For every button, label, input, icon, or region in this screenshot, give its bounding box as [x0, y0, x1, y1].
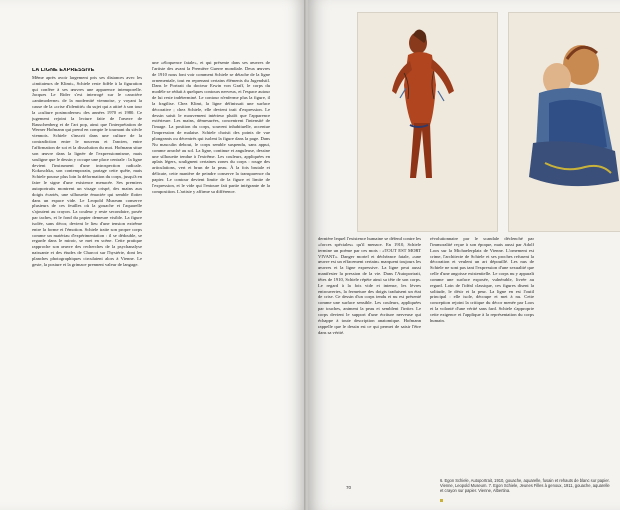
page-number: 70 [346, 485, 352, 490]
kneeling-girls-image [509, 13, 620, 231]
right-page [308, 0, 620, 510]
body-text: dernière lequel l'existence humaine se défend contre les «forces spéciales» qu'il menace. En 1910, Schiele termine un poème par ces mots : «TOUT EST MORT VIVANT». Danger mortel et déchéance fatale, «une œuvre est un effacement certain» marquent toujours les œuvres et la ligne expressive. La ligne peut aussi manifester la pression de la vie. Dans l'Autoportrait, têtes de 1910, Schiele répète ainsi sa tête de son corps. Le regard à la fois vide et intense, les lèvres entrouvertes, la fermeture des doigts traduisent un état de crise. Ce dessin d'un corps tendu et nu est présenté comme une surface sensible. Les couleurs, appliquées par touches, animent la peau et semblent l'irriter. Le corps devient le support d'une écriture nerveuse qui échappe à toute description anatomique. Hofmann rappelle que le dessin est ce qui permet de saisir l'être dans sa vérité. [318, 236, 421, 335]
self-portrait-figure-image [358, 13, 497, 231]
painting-self-portrait [357, 12, 498, 232]
painting-kneeling-girls [508, 12, 620, 232]
figure-caption: 6. Egon Schiele, Autoportrait, 1910, gouache, aquarelle, fusain et rehauts de blanc sur papier. Vienne, Leopold Museum. 7. Egon Schiele, Jeunes Filles à genoux, 1911, gouache, aquarelle et crayon sur papier. Vienne, Albertina. [440, 478, 610, 493]
left-page [0, 0, 306, 510]
section-heading: LA LIGNE EXPRESSIVE [32, 68, 95, 73]
body-text: une «éloquence fatale», et qui présente dans ses œuvres de l'artiste des avant la Première Guerre mondiale. Deux œuvres de 1910 nous font voir comment Schiele se détache de la ligne ornementale, tout en reprenant certains éléments du Jugendstil. Dans le Portrait du docteur Erwin von Graff, le corps du modèle se réduit à quelques contours nerveux, et l'espace autour de lui reste indéterminé. Le contour n'enferme plus la figure, il la fragilise. Chez Klimt, la ligne définissait une surface décorative ; chez Schiele, elle devient trait d'expression. Le dessin saisit le mouvement intérieur plutôt que l'apparence extérieure. Les mains, démesurées, concentrent l'intensité de l'image. La position du corps, souvent inhabituelle, accentue l'impression de malaise. Schiele choisit des points de vue plongeants ou décentrés qui isolent la figure dans la page. Dans Nu masculin debout, le corps semble suspendu, sans appui, comme arraché au sol. La ligne, continue et anguleuse, dessine une silhouette tendue à l'extrême. Les couleurs, appliquées en aplats légers, soulignent certaines zones du corps : rouge des articulations, vert et brun de la peau. À la fois brutale et délicate, cette manière de peindre conserve la transparence du papier. Le contour devient limite de la figure et limite de l'expression, et le vide qui l'entoure fait partie intégrante de la composition. L'artiste y affirme sa différence. [152, 60, 270, 194]
body-text: Même après avoir largement pris ses distances avec les «imitateurs de Klimt», Schiele reste fidèle à la figuration qui confère à ses œuvres une apparence intemporelle. Jacques Le Rider s'est interrogé sur le caractère «antimoderne» de la modernité viennoise, y voyant la cause de la «crise d'identité» du sujet qui a attiré à son tour la «culture postmoderne» des années 1970 et 1980. Ce jugement rejoint la lecture faite de l'œuvre de Rauschenberg et de l'art pop, ainsi que l'interprétation de Werner Hofmann qui prend en compte le tournant du siècle viennois. Schiele s'inscrit dans une culture de la contradiction entre le nouveau et l'ancien, entre l'affirmation de soi et la dissolution du moi. Hofmann situe son œuvre dans la lignée de l'expressionnisme, mais souligne que le dessin y occupe une place centrale : la ligne devient l'instrument d'une introspection radicale. Kokoschka, son contemporain, partage cette quête, mais Schiele pousse plus loin la déformation du corps, jusqu'à en faire le signe d'une existence menacée. Ses premiers autoportraits montrent un visage crispé, des mains aux doigts écartés, une silhouette émaciée qui semble flotter dans un espace vide. Le Leopold Museum conserve plusieurs de ces feuilles où la gouache et l'aquarelle s'ajoutent au crayon. La couleur y reste secondaire, posée par taches, et le fond du papier demeure visible. La figure isolée, sans décor, devient le lieu d'une tension extrême entre la forme et l'émotion. Schiele traite son propre corps comme un matériau d'expérimentation : il se dédouble, se regarde dans le miroir, se met en scène. Cette pratique rapproche son œuvre des recherches de la psychanalyse naissante et des études de Charcot sur l'hystérie, dont les planches photographiques circulaient alors à Vienne. Le geste, la posture et la grimace prennent valeur de langage. [32, 74, 142, 267]
body-text: révolutionnaire par le scandale déclenché par l'immoralité reçue à son époque, mais aussi par Adolf Loos sur la Michaelerplatz de Vienne. L'ornement est crime, l'architecte de Schiele et ses proches refusent la décoration et veulent un art dépouillé. Les nus de Schiele ne sont pas tant l'expression d'une sexualité que celle d'une angoisse existentielle. Le corps nu y apparaît comme une surface exposée, vulnérable, livrée au regard. Loin de l'idéal classique, ces figures disent la solitude, le désir et la peur. La ligne en est l'outil principal : elle isole, découpe et met à nu. Cette conception rejoint la critique du décor menée par Loos et la volonté d'une vérité sans fard. Schiele s'approprie cette exigence et l'applique à la représentation du corps humain. [430, 236, 534, 323]
text-column-4 [430, 236, 534, 408]
caption-marker [440, 499, 443, 502]
text-column-3 [318, 236, 421, 478]
text-column-1 [32, 68, 142, 478]
text-column-2 [152, 60, 270, 355]
